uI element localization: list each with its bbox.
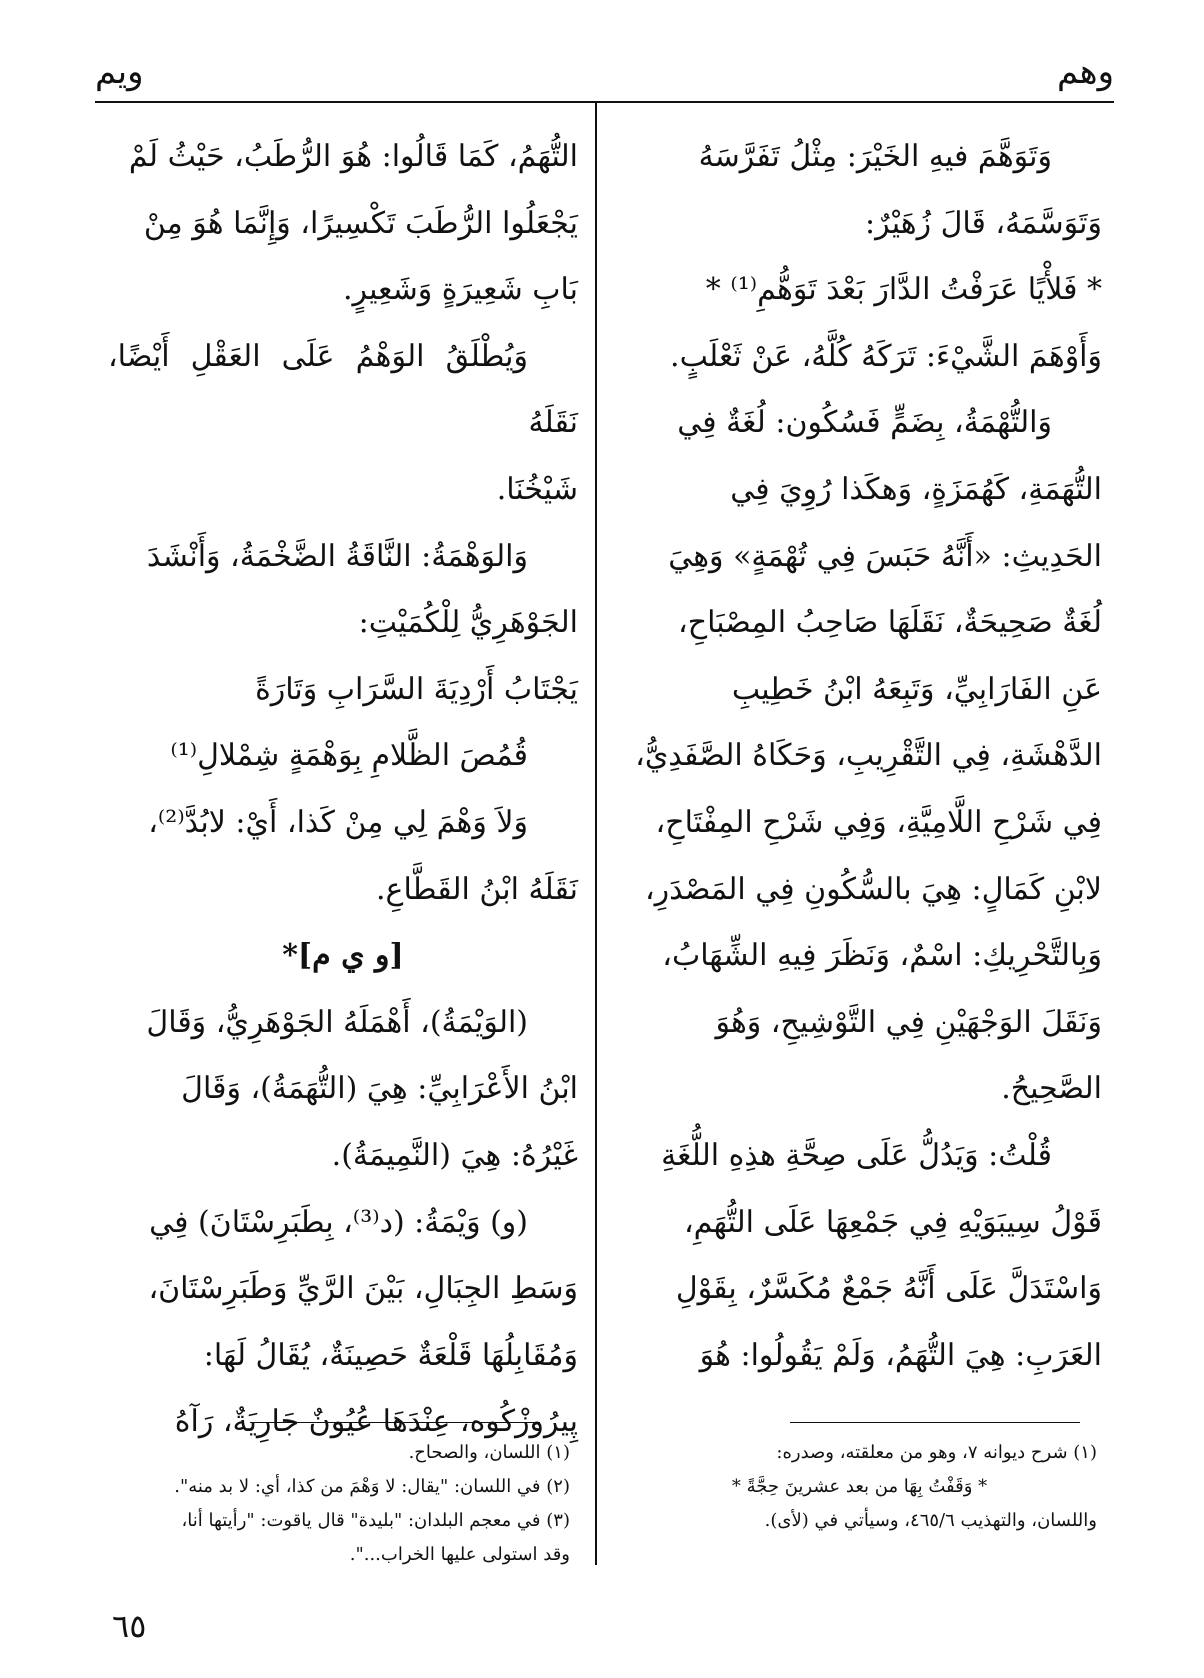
text-line: يَجْعَلُوا الرُّطَبَ تَكْسِيرًا، وَإِنَّمَا هُوَ مِنْ — [143, 205, 578, 241]
running-head — [95, 52, 1114, 92]
text-line: (الوَيْمَةُ)، أَهْمَلَهُ الجَوْهَرِيُّ، وَقَالَ — [146, 1004, 528, 1040]
footnote-line: (٣) في معجم البلدان: "بليدة" قال ياقوت: "رأيتها أنا، — [181, 1510, 570, 1531]
footnotes-right — [622, 1436, 1097, 1538]
footnote-line: * وَقَفْتُ بِهَا من بعد عشرينَ حِجَّةً * — [731, 1476, 988, 1497]
text-line: عَنِ الفَارَابِيِّ، وَتَبِعَهُ ابْنُ خَطِيبِ — [731, 671, 1102, 707]
text-line: قَوْلُ سِيبَوَيْهِ فِي جَمْعِهَا عَلَى التُّهَمِ، — [683, 1204, 1102, 1240]
text-line: وَاسْتَدَلَّ عَلَى أَنَّهُ جَمْعٌ مُكَسَّرٌ، بِقَوْلِ — [675, 1271, 1102, 1307]
text-line: شَيْخُنَا. — [496, 471, 578, 507]
text-line: قُلْتُ: وَيَدُلُّ عَلَى صِحَّةِ هذِهِ اللُّغَةِ — [661, 1137, 1052, 1173]
footnote-line: (١) اللسان، والصحاح. — [408, 1442, 570, 1463]
text-line: وَتَوَسَّمَهُ، قَالَ زُهَيْرٌ: — [865, 205, 1102, 241]
text-line: وَيُطْلَقُ الوَهْمُ عَلَى العَقْلِ أَيْضًا، نَقَلَهُ — [108, 338, 578, 441]
text-line: الحَدِيثِ: «أَنَّهُ حَبَسَ فِي تُهْمَةٍ» وَهِيَ — [668, 538, 1102, 574]
footnotes-left — [95, 1436, 570, 1572]
footnote-line: وقد استولى عليها الخراب...". — [349, 1544, 570, 1565]
text-line: وَتَوَهَّمَ فيهِ الخَيْرَ: مِثْلُ تَفَرَّسَهُ — [698, 139, 1052, 174]
verse-line: * فَلأْيًا عَرَفْتُ الدَّارَ بَعْدَ تَوَهُّمِ⁽¹⁾ * — [705, 272, 1102, 308]
left-column — [108, 124, 578, 1456]
running-head-left: ويم — [95, 52, 144, 92]
text-line: التُّهَمَةِ، كَهُمَزَةٍ، وَهكَذا رُوِيَ فِي — [730, 471, 1102, 507]
text-line: غَيْرُهُ: هِيَ (النَّمِيمَةُ). — [331, 1137, 578, 1173]
text-line: وَمُقَابِلُهَا قَلْعَةٌ حَصِينَةٌ، يُقَالُ لَهَا: — [203, 1337, 578, 1373]
text-line: الدَّهْشَةِ، فِي التَّقْرِيبِ، وَحَكَاهُ الصَّفَدِيُّ، — [635, 738, 1102, 774]
text-line: (و) وَيْمَةُ: (د⁽³⁾، بِطَبَرِسْتَانَ) فِي — [149, 1204, 528, 1240]
text-line: وَسَطِ الجِبَالِ، بَيْنَ الرَّيِّ وَطَبَرِسْتَانَ، — [148, 1271, 578, 1307]
footnote-line: (٢) في اللسان: "يقال: لا وَهْمَ من كذا، أي: لا بد منه". — [174, 1476, 570, 1497]
header-rule — [95, 101, 1114, 103]
text-line: التُّهَمُ، كَمَا قَالُوا: هُوَ الرُّطَبُ، حَيْثُ لَمْ — [128, 139, 578, 174]
text-line: وَالتُّهْمَةُ، بِضَمٍّ فَسُكُون: لُغَةٌ فِي — [677, 405, 1052, 441]
text-line: وَبِالتَّحْرِيكِ: اسْمٌ، وَنَظَرَ فِيهِ الشِّهَابُ، — [662, 938, 1102, 974]
footnote-rule-right — [790, 1422, 1080, 1423]
text-line: نَقَلَهُ ابْنُ القَطَّاعِ. — [376, 871, 578, 907]
footnote-line: (١) شرح ديوانه ٧، وهو من معلقته، وصدره: — [776, 1442, 1097, 1463]
running-head-right: وهم — [1057, 52, 1114, 92]
text-line: وَالوَهْمَةُ: النَّاقَةُ الضَّخْمَةُ، وَأَنْشَدَ — [146, 538, 528, 574]
verse-line: يَجْتَابُ أَرْدِيَةَ السَّرَابِ وَتَارَةً — [255, 671, 578, 707]
text-line: ابْنُ الأَعْرَابِيِّ: هِيَ (التُّهَمَةُ)، وَقَالَ — [181, 1071, 578, 1107]
page-number: ٦٥ — [112, 1607, 147, 1645]
text-line: وَنَقَلَ الوَجْهَيْنِ فِي التَّوْشِيحِ، وَهُوَ — [715, 1004, 1102, 1040]
verse-line: قُمُصَ الظَّلامِ بِوَهْمَةٍ شِمْلالِ⁽¹⁾ — [170, 738, 528, 774]
entry-heading: [و ي م]* — [282, 938, 404, 974]
right-column — [632, 124, 1102, 1389]
text-line: لابْنِ كَمَالٍ: هِيَ بالسُّكُونِ فِي المَصْدَرِ، — [644, 871, 1102, 907]
text-line: لُغَةٌ صَحِيحَةٌ، نَقَلَهَا صَاحِبُ المِصْبَاحِ، — [678, 605, 1102, 641]
text-line: پِيرُوزْكُوه، عِنْدَهَا عُيُونٌ جَارِيَةٌ، رَآهُ — [174, 1404, 578, 1440]
text-line: الجَوْهَرِيُّ لِلْكُمَيْتِ: — [358, 605, 578, 641]
footnote-line: واللسان، والتهذيب ٤٦٥/٦، وسيأتي في (لأى). — [764, 1510, 1097, 1531]
column-divider — [595, 103, 597, 1565]
text-line: فِي شَرْحِ اللَّامِيَّةِ، وَفِي شَرْحِ المِفْتَاحِ، — [655, 804, 1102, 840]
text-line: العَرَبِ: هِيَ التُّهَمُ، وَلَمْ يَقُولُوا: هُوَ — [699, 1337, 1102, 1373]
text-line: وَأَوْهَمَ الشَّيْءَ: تَرَكَهُ كُلَّهُ، عَنْ ثَعْلَبٍ. — [670, 338, 1102, 374]
footnote-rule-left — [250, 1422, 540, 1423]
text-line: وَلاَ وَهْمَ لِي مِنْ كَذا، أَيْ: لابُدَّ⁽²⁾، — [148, 804, 528, 840]
text-line: بَابِ شَعِيرَةٍ وَشَعِيرٍ. — [343, 272, 578, 308]
text-line: الصَّحِيحُ. — [1001, 1071, 1102, 1107]
